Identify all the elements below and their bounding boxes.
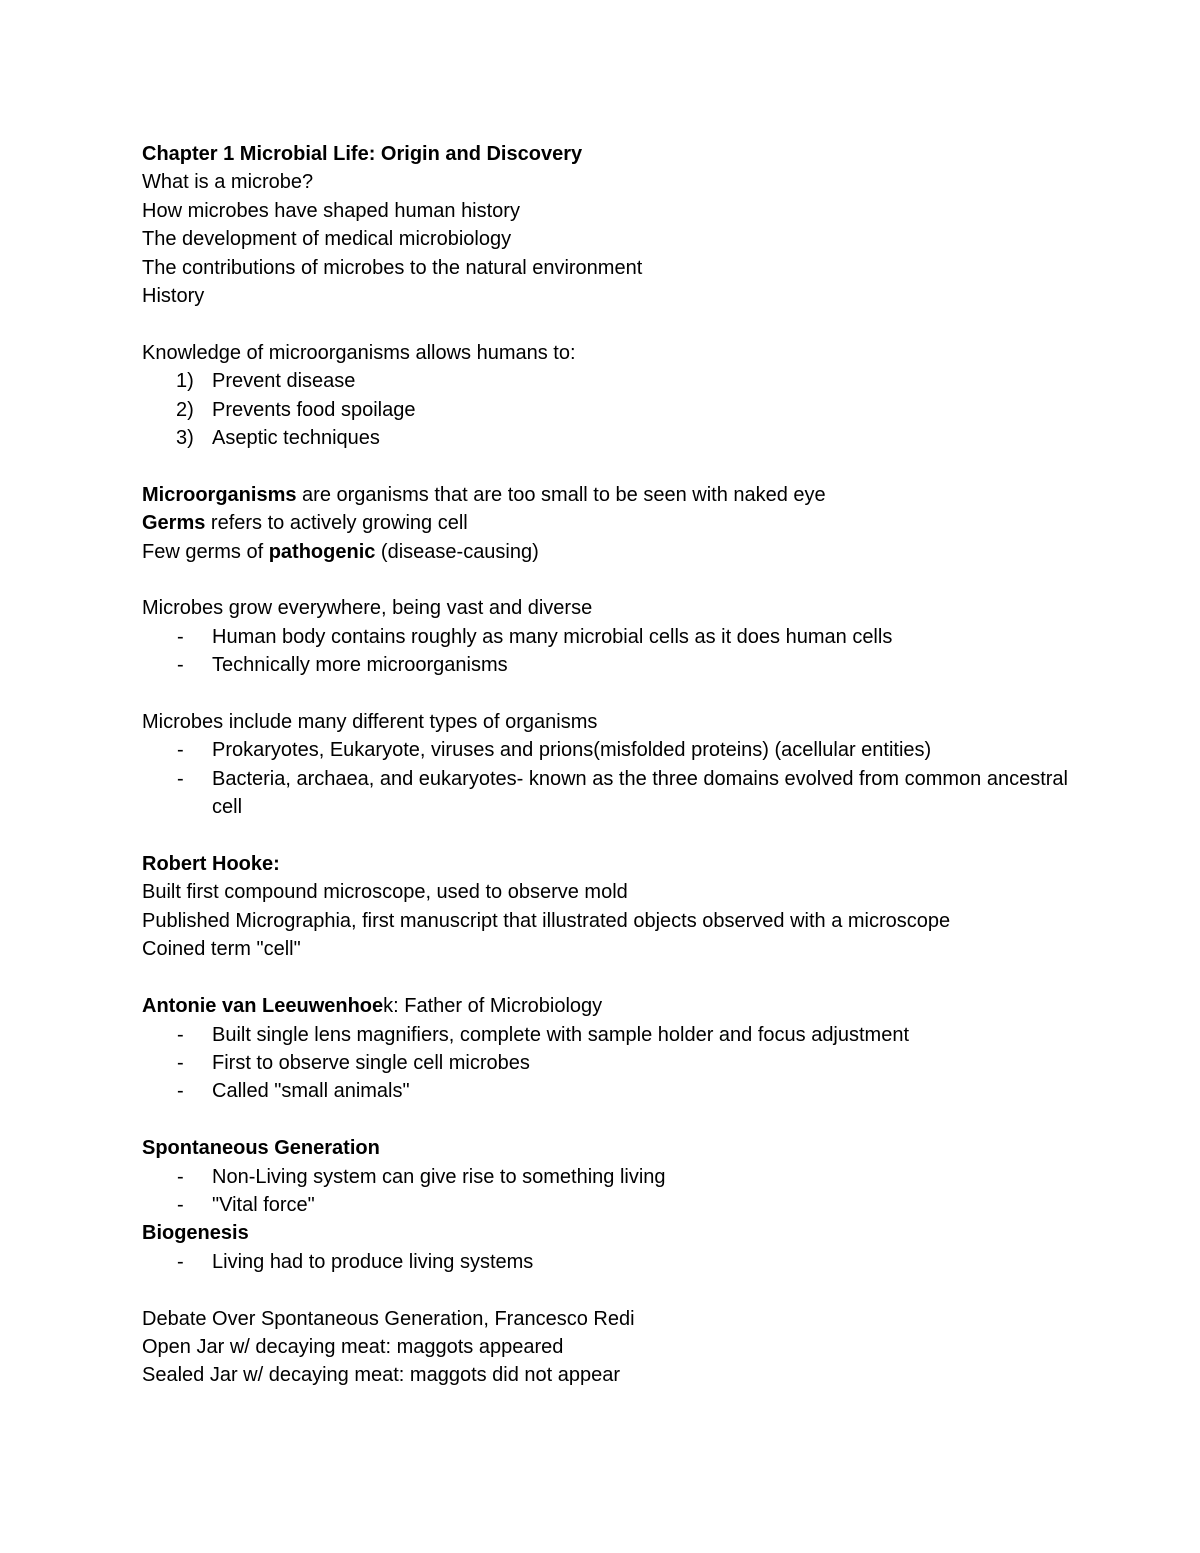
list-item-text: Bacteria, archaea, and eukaryotes- known as the three domains evolved from common ancestral cell	[212, 767, 1068, 819]
definition-microorganisms	[142, 481, 1082, 509]
section-heading-leeuwenhoek	[142, 992, 1082, 1020]
dash-bullet: -	[177, 1023, 184, 1046]
spacer	[142, 310, 1082, 338]
list-item	[142, 1191, 1082, 1219]
list-item-text: "Vital force"	[212, 1193, 315, 1216]
definition-text: refers to actively growing cell	[205, 512, 468, 535]
term-germs: Germs	[142, 512, 206, 535]
spacer	[142, 1276, 1082, 1304]
list-item-text: First to observe single cell microbes	[212, 1051, 530, 1074]
spontaneous-list	[142, 1163, 1082, 1220]
hooke-line: Coined term "cell"	[142, 938, 301, 961]
list-item-text: Built single lens magnifiers, complete with sample holder and focus adjustment	[212, 1023, 910, 1046]
list-number: 1)	[176, 370, 194, 393]
dash-bullet: -	[177, 1080, 184, 1103]
leeuwenhoek-list	[142, 1021, 1082, 1106]
list-item-text: Living had to produce living systems	[212, 1250, 534, 1273]
list-item	[142, 396, 1082, 424]
list-number: 3)	[176, 427, 194, 450]
term-microorganisms: Microorganisms	[142, 483, 297, 506]
spacer	[142, 1106, 1082, 1134]
page-title: Chapter 1 Microbial Life: Origin and Discovery	[142, 143, 583, 165]
redi-line: Sealed Jar w/ decaying meat: maggots did not appear	[142, 1364, 621, 1387]
spacer	[142, 822, 1082, 850]
hooke-line: Published Micrographia, first manuscript that illustrated objects observed with a microscope	[142, 909, 951, 932]
list-item	[142, 1077, 1082, 1105]
spacer	[142, 566, 1082, 594]
hooke-line: Built first compound microscope, used to observe mold	[142, 881, 628, 904]
list-item	[142, 736, 1082, 764]
dash-bullet: -	[177, 1165, 184, 1188]
section-heading-spontaneous: Spontaneous Generation	[142, 1137, 380, 1160]
spacer	[142, 680, 1082, 708]
redi-line: Debate Over Spontaneous Generation, Francesco Redi	[142, 1307, 635, 1330]
list-item-text: Prevent disease	[212, 370, 356, 393]
list-item	[142, 1021, 1082, 1049]
dash-bullet: -	[177, 654, 184, 677]
list-number: 2)	[176, 398, 194, 421]
document-page	[142, 140, 1082, 1390]
outline-line: The development of medical microbiology	[142, 228, 512, 251]
knowledge-intro: Knowledge of microorganisms allows humans to:	[142, 341, 576, 364]
list-item-text: Human body contains roughly as many microbial cells as it does human cells	[212, 625, 893, 648]
dash-bullet: -	[177, 767, 184, 790]
definition-germs	[142, 509, 1082, 537]
knowledge-list	[142, 367, 1082, 452]
list-item	[142, 623, 1082, 651]
outline-line: The contributions of microbes to the natural environment	[142, 256, 643, 279]
list-item	[142, 1163, 1082, 1191]
leeuwenhoek-name: Antonie van Leeuwenhoe	[142, 995, 384, 1018]
spacer	[142, 452, 1082, 480]
dash-bullet: -	[177, 1051, 184, 1074]
list-item	[142, 367, 1082, 395]
definition-text: Few germs of	[142, 540, 269, 563]
list-item-text: Technically more microorganisms	[212, 654, 508, 677]
dash-bullet: -	[177, 1193, 184, 1216]
list-item-text: Aseptic techniques	[212, 427, 380, 450]
list-item	[142, 765, 1082, 822]
outline-line: How microbes have shaped human history	[142, 199, 520, 222]
list-item-text: Called "small animals"	[212, 1080, 410, 1103]
dash-bullet: -	[177, 1250, 184, 1273]
redi-line: Open Jar w/ decaying meat: maggots appeared	[142, 1335, 564, 1358]
dash-bullet: -	[177, 625, 184, 648]
list-item-text: Prokaryotes, Eukaryote, viruses and prions(misfolded proteins) (acellular entities)	[212, 739, 932, 762]
list-item	[142, 1248, 1082, 1276]
list-item	[142, 424, 1082, 452]
grow-list	[142, 623, 1082, 680]
list-item	[142, 1049, 1082, 1077]
types-intro: Microbes include many different types of organisms	[142, 711, 598, 734]
definition-text: are organisms that are too small to be seen with naked eye	[296, 483, 826, 506]
list-item-text: Non-Living system can give rise to something living	[212, 1165, 666, 1188]
outline-line: What is a microbe?	[142, 171, 314, 194]
leeuwenhoek-title: k: Father of Microbiology	[383, 995, 603, 1018]
definition-pathogenic	[142, 538, 1082, 566]
section-heading-biogenesis: Biogenesis	[142, 1222, 249, 1245]
outline-line: History	[142, 285, 205, 308]
term-pathogenic: pathogenic	[268, 540, 376, 563]
spacer	[142, 964, 1082, 992]
types-list	[142, 736, 1082, 821]
section-heading-hooke: Robert Hooke:	[142, 853, 280, 876]
dash-bullet: -	[177, 739, 184, 762]
biogenesis-list	[142, 1248, 1082, 1276]
list-item	[142, 651, 1082, 679]
list-item-text: Prevents food spoilage	[212, 398, 416, 421]
grow-intro: Microbes grow everywhere, being vast and diverse	[142, 597, 593, 620]
definition-text: (disease-causing)	[375, 540, 539, 563]
